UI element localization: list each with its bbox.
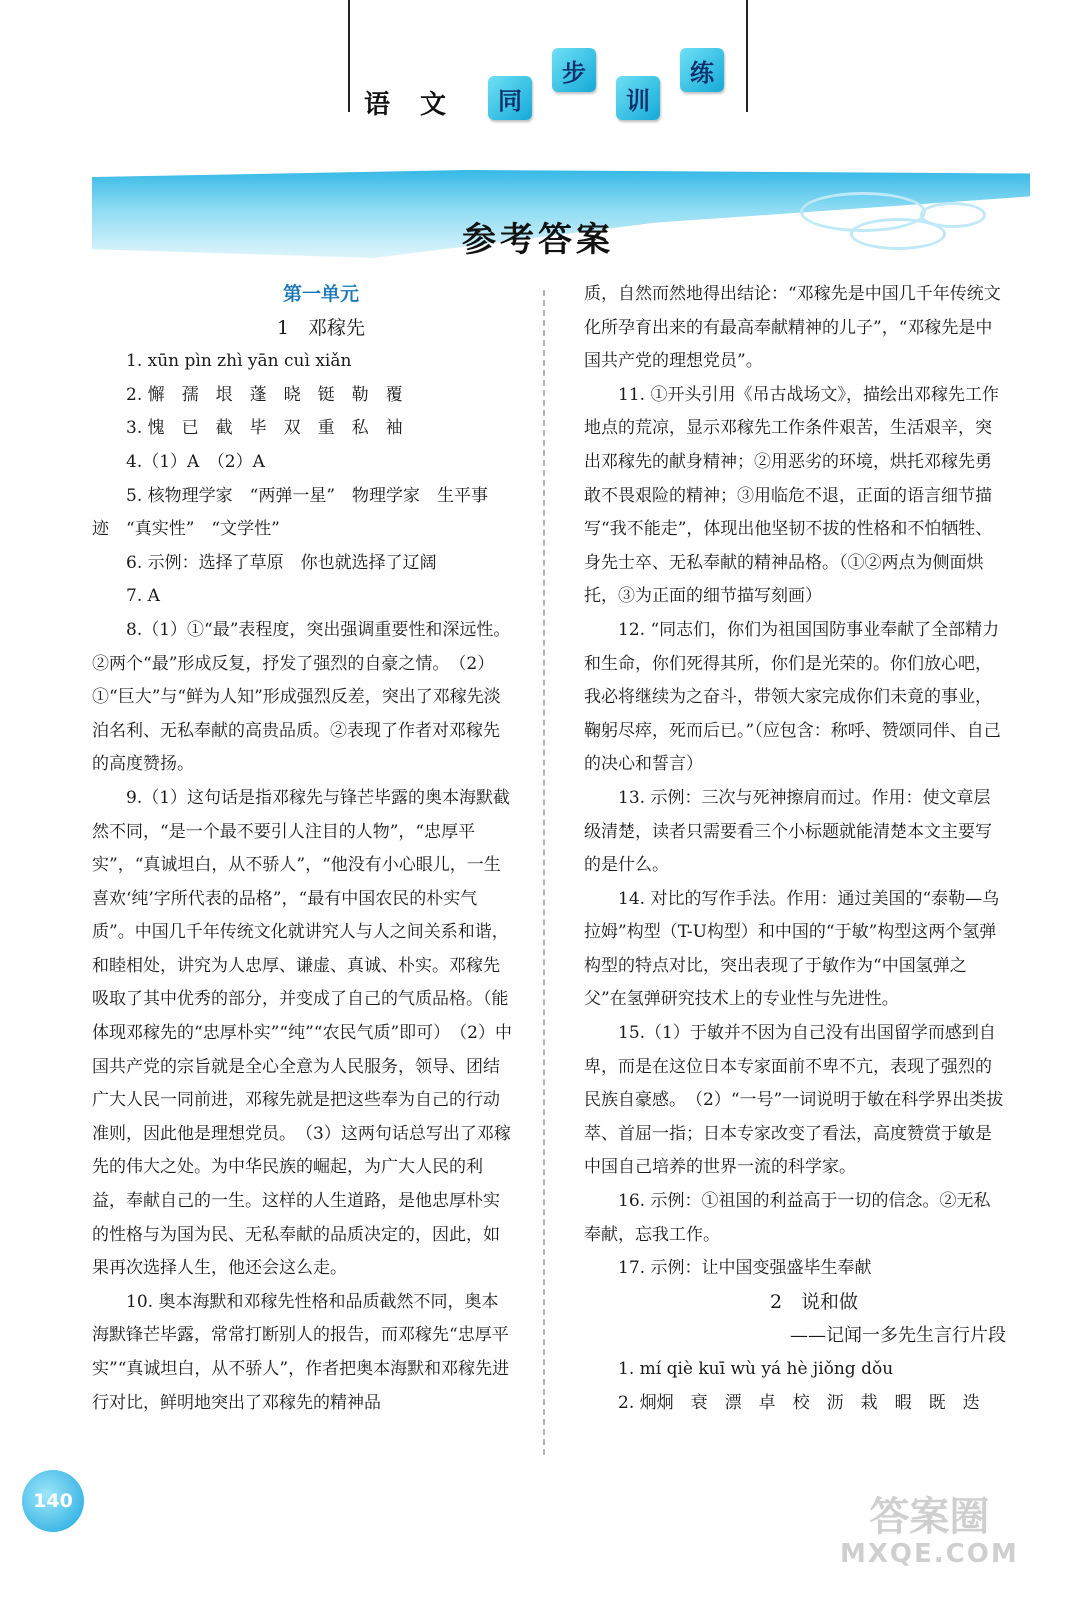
answer-1: 1. xūn pìn zhì yān cuì xiǎn — [126, 351, 352, 372]
answer-15: 15.（1）于敏并不因为自己没有出国留学而感到自卑，而是在这位日本专家面前不卑不亢，表现了强烈的民族自豪感。 （2）“一号”一词说明于敏在科学界出类拔萃、首屈一指；日本专家改变了看法，高度赞赏于敏是中国自己培养的世界一流的科学家。 — [584, 1023, 1004, 1178]
answer-12: 12. “同志们，你们为祖国国防事业奉献了全部精力和生命，你们死得其所，你们是光荣的。你们放心吧，我必将继续为之奋斗，带领大家完成你们未竟的事业，鞠躬尽瘁，死而后已。”（应包含：称呼、赞颂同伴、自己的决心和誓言） — [584, 619, 1001, 775]
column-divider — [543, 290, 545, 1455]
answer-11: 11. ①开头引用《吊古战场文》，描绘出邓稼先工作地点的荒凉，显示邓稼先工作条件艰苦，生活艰辛，突出邓稼先的献身精神；②用恶劣的环境，烘托邓稼先勇敢不畏艰险的精神；③用临危不退，正面的语言细节描写“我不能走”，体现出他坚韧不拔的性格和不怕牺牲、身先士卒、无私奉献的精神品格。（①②两点为侧面烘托，③为正面的细节描写刻画） — [584, 384, 999, 607]
answer-3: 3. 愧 已 截 毕 双 重 私 袖 — [126, 418, 403, 439]
answer-8: 8.（1）①“最”表程度，突出强调重要性和深远性。②两个“最”形成反复，抒发了强烈的自豪之情。 （2）①“巨大”与“鲜为人知”形成强烈反差，突出了邓稼先淡泊名利、无私奉献的高贵品质。②表现了作者对邓稼先的高度赞扬。 — [92, 619, 511, 775]
answer-4: 4.（1）A （2）A — [126, 451, 265, 472]
header-subject-wen: 文 — [420, 90, 447, 120]
watermark — [840, 1495, 1019, 1569]
lesson-2-title: 2 说和做 — [769, 1290, 859, 1313]
lesson-2-subtitle: ——记闻一多先生言行片段 — [790, 1325, 1006, 1347]
lesson-1-title: 1 邓稼先 — [276, 316, 366, 339]
page-number: 140 — [22, 1470, 84, 1532]
answer-7: 7. A — [126, 586, 160, 607]
page-title: 参考答案 — [462, 220, 614, 260]
answer-5: 5. 核物理学家 “两弹一星” 物理学家 生平事迹 “真实性” “文学性” — [92, 485, 489, 540]
header-left-line — [348, 0, 350, 112]
left-column — [92, 278, 512, 1420]
answer-2: 2. 懈 孺 垠 蓬 晓 铤 勒 覆 — [126, 384, 403, 405]
header-series-tong: 同 — [488, 76, 532, 120]
header-series-xun: 训 — [616, 76, 660, 120]
unit-heading: 第一单元 — [282, 283, 359, 305]
answer-14: 14. 对比的写作手法。作用：通过美国的“泰勒—乌拉姆”构型（T-U构型）和中国的“于敏”构型这两个氢弹构型的特点对比，突出表现了于敏作为“中国氢弹之父”在氢弹研究技术上的专业性与先进性。 — [584, 888, 1000, 1010]
lesson-2-answer-2: 2. 炯炯 衰 漂 卓 校 沥 栽 暇 既 迭 — [618, 1392, 980, 1413]
header-right-line — [746, 0, 748, 112]
answer-17: 17. 示例：让中国变强盛毕生奉献 — [618, 1258, 872, 1279]
answer-16: 16. 示例：①祖国的利益高于一切的信念。②无私奉献，忘我工作。 — [584, 1191, 991, 1245]
header-subject-yu: 语 — [364, 90, 391, 120]
header-series-lian: 练 — [680, 48, 724, 92]
answer-9: 9.（1）这句话是指邓稼先与锋芒毕露的奥本海默截然不同，“是一个最不要引人注目的人物”，“忠厚平实”，“真诚坦白，从不骄人”，“他没有小心眼儿，一生喜欢‘纯’字所代表的品格”，“最有中国农民的朴实气质”。中国几千年传统文化就讲究人与人之间关系和谐，和睦相处，讲究为人忠厚、谦虚、真诚、朴实。邓稼先吸取了其中优秀的部分，并变成了自己的气质品格。（能体现邓稼先的“忠厚朴实”“纯”“农民气质”即可） （2）中国共产党的宗旨就是全心全意为人民服务，领导、团结广大人民一同前进，邓稼先就是把这些奉为自己的行动准则，因此他是理想党员。 （3）这两句话总写出了邓稼先的伟大之处。为中华民族的崛起，为广大人民的利益，奉献自己的一生。这样的人生道路，是他忠厚朴实的性格与为国为民、无私奉献的品质决定的，因此，如果再次选择人生，他还会这么走。 — [92, 787, 512, 1279]
header-series-bu: 步 — [552, 48, 596, 92]
right-column — [584, 278, 1006, 1420]
lesson-2-answer-1: 1. mí qiè kuī wù yá hè jiǒng dǒu — [618, 1359, 894, 1379]
answer-10: 10. 奥本海默和邓稼先性格和品质截然不同，奥本海默锋芒毕露，常常打断别人的报告，而邓稼先“忠厚平实”“真诚坦白，从不骄人”，作者把奥本海默和邓稼先进行对比，鲜明地突出了邓稼先的精神品 — [92, 1291, 510, 1413]
watermark-line-2: MXQE.COM — [840, 1539, 1019, 1569]
answer-10-cont: 质，自然而然地得出结论：“邓稼先是中国几千年传统文化所孕育出来的有最高奉献精神的儿子”，“邓稼先是中国共产党的理想党员”。 — [584, 284, 1001, 372]
answer-13: 13. 示例：三次与死神擦肩而过。作用：使文章层级清楚，读者只需要看三个小标题就能清楚本文主要写的是什么。 — [584, 787, 992, 876]
watermark-line-1: 答案圈 — [869, 1494, 990, 1540]
answer-6: 6. 示例：选择了草原 你也就选择了辽阔 — [126, 552, 437, 573]
